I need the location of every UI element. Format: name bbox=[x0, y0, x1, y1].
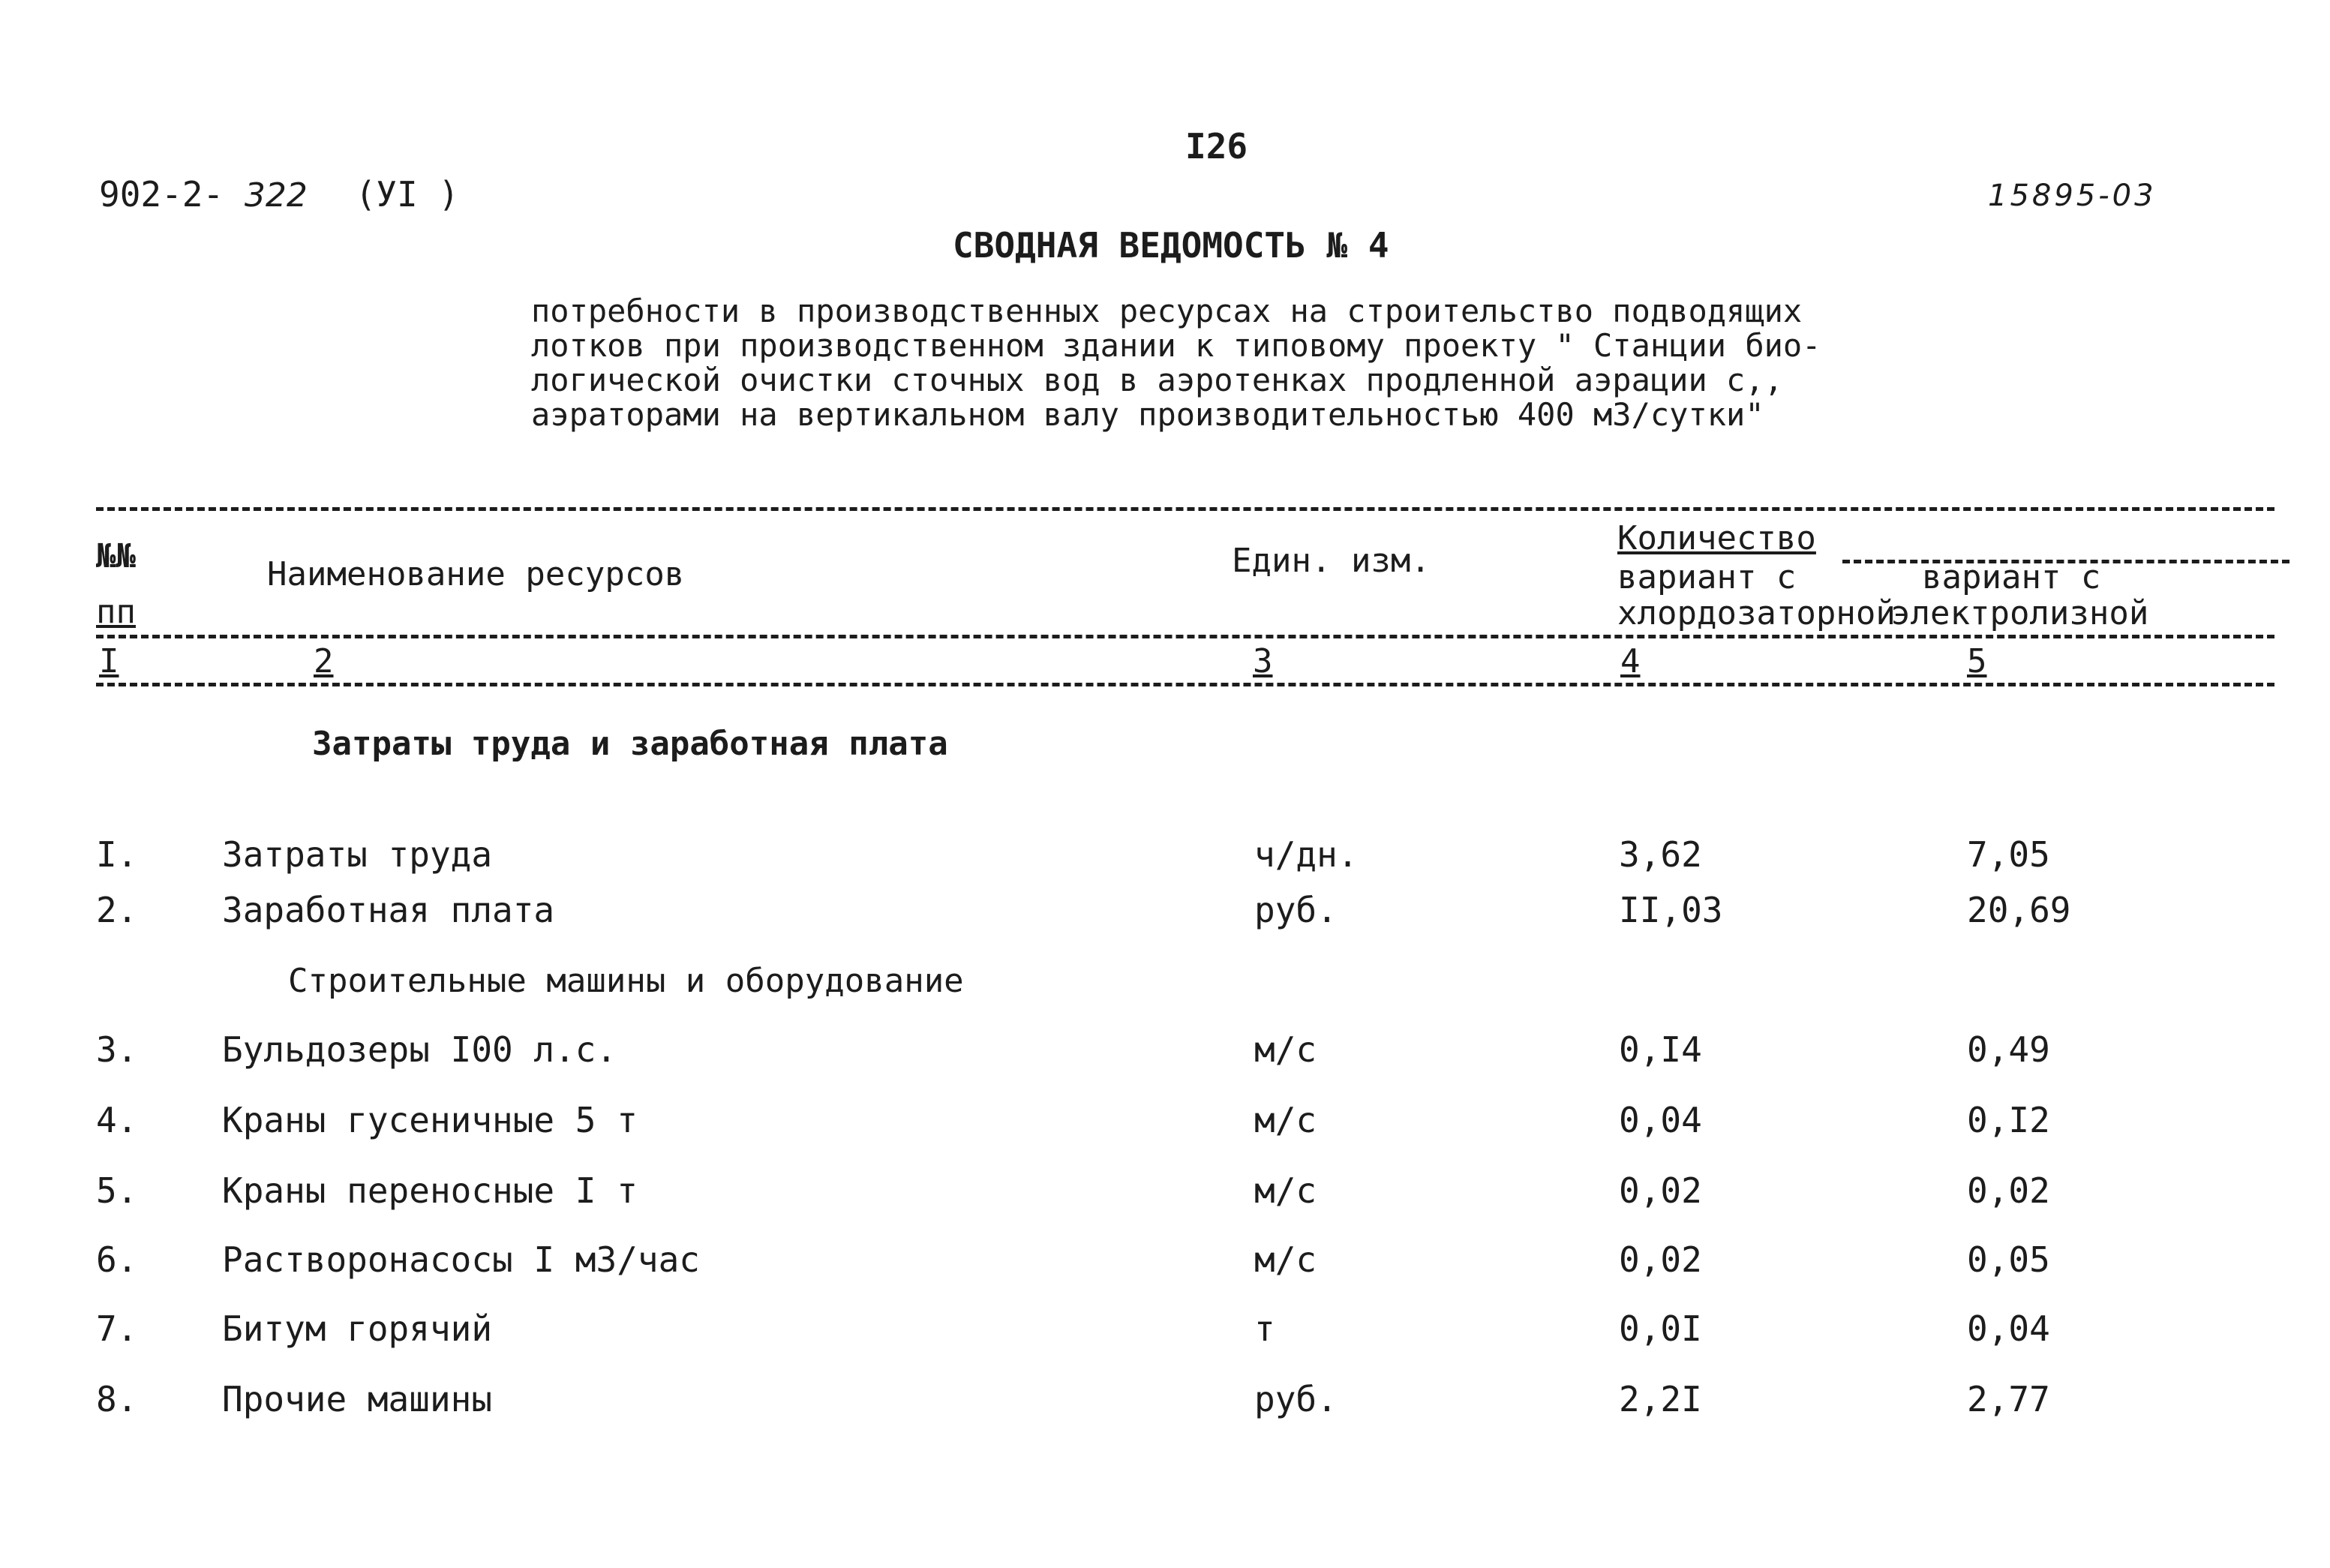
row-variant2-value: 0,I2 bbox=[1967, 1100, 2050, 1140]
row-number: 2. bbox=[96, 890, 138, 930]
row-variant1-value: 0,0I bbox=[1619, 1308, 1702, 1349]
row-name: Заработная плата bbox=[222, 890, 555, 930]
row-variant1-value: 2,2I bbox=[1619, 1379, 1702, 1419]
table-row bbox=[0, 1029, 2330, 1074]
document-code-prefix: 902-2- bbox=[99, 174, 224, 215]
table-row bbox=[0, 890, 2330, 935]
row-unit: м/с bbox=[1254, 1100, 1317, 1140]
document-code bbox=[99, 174, 459, 215]
row-number: I. bbox=[96, 834, 138, 875]
row-number: 8. bbox=[96, 1379, 138, 1419]
document-code-handwritten: 322 bbox=[244, 176, 308, 215]
row-unit: м/с bbox=[1254, 1170, 1317, 1211]
row-number: 5. bbox=[96, 1170, 138, 1211]
header-variant1-line1: вариант с bbox=[1617, 558, 1797, 596]
row-variant2-value: 20,69 bbox=[1967, 890, 2071, 930]
header-num-line2: пп bbox=[96, 593, 136, 631]
row-variant1-value: 0,I4 bbox=[1619, 1029, 1702, 1070]
header-num-line1: №№ bbox=[96, 537, 136, 575]
row-variant2-value: 7,05 bbox=[1967, 834, 2050, 875]
header-variant2-line2: электролизной bbox=[1890, 594, 2149, 632]
column-number-3: 3 bbox=[1253, 642, 1273, 680]
row-variant1-value: 0,04 bbox=[1619, 1100, 1702, 1140]
header-variant1-line2: хлордозаторной bbox=[1617, 594, 1896, 632]
row-variant1-value: 3,62 bbox=[1619, 834, 1702, 875]
row-unit: руб. bbox=[1254, 890, 1338, 930]
row-name: Затраты труда bbox=[222, 834, 493, 875]
subtitle-line: логической очистки сточных вод в аэротенках продленной аэрации с,, bbox=[531, 362, 1783, 398]
row-number: 6. bbox=[96, 1239, 138, 1280]
row-variant2-value: 2,77 bbox=[1967, 1379, 2050, 1419]
row-variant1-value: 0,02 bbox=[1619, 1170, 1702, 1211]
row-unit: м/с bbox=[1254, 1029, 1317, 1070]
row-name: Растворонасосы I м3/час bbox=[222, 1239, 700, 1280]
section-title-labor: Затраты труда и заработная плата bbox=[312, 725, 948, 763]
subtitle-line: аэраторами на вертикальном валу производительностью 400 м3/сутки" bbox=[531, 396, 1764, 433]
row-name: Битум горячий bbox=[222, 1308, 493, 1349]
section-title-machines: Строительные машины и оборудование bbox=[288, 962, 964, 1000]
row-number: 7. bbox=[96, 1308, 138, 1349]
row-name: Краны гусеничные 5 т bbox=[222, 1100, 638, 1140]
row-name: Прочие машины bbox=[222, 1379, 493, 1419]
row-unit: руб. bbox=[1254, 1379, 1338, 1419]
table-row bbox=[0, 834, 2330, 879]
row-number: 4. bbox=[96, 1100, 138, 1140]
table-top-rule bbox=[96, 507, 2274, 511]
row-name: Краны переносные I т bbox=[222, 1170, 638, 1211]
header-name: Наименование ресурсов bbox=[267, 555, 685, 593]
column-number-5: 5 bbox=[1967, 642, 1987, 680]
page-number: I26 bbox=[1185, 126, 1248, 167]
header-variant2-line1: вариант с bbox=[1922, 558, 2101, 596]
table-row bbox=[0, 1239, 2330, 1284]
handwritten-stamp-number: 15895-03 bbox=[1988, 179, 2157, 213]
header-bottom-rule bbox=[96, 635, 2274, 638]
table-row bbox=[0, 1308, 2330, 1353]
header-unit: Един. изм. bbox=[1232, 542, 1431, 580]
subtitle-line: потребности в производственных ресурсах на строительство подводящих bbox=[531, 293, 1803, 329]
row-number: 3. bbox=[96, 1029, 138, 1070]
table-row bbox=[0, 1100, 2330, 1145]
subtitle-line: лотков при производственном здании к типовому проекту " Станции био- bbox=[531, 327, 1821, 364]
column-number-2: 2 bbox=[314, 642, 334, 680]
row-variant1-value: II,03 bbox=[1619, 890, 1723, 930]
row-variant2-value: 0,02 bbox=[1967, 1170, 2050, 1211]
row-variant2-value: 0,05 bbox=[1967, 1239, 2050, 1280]
row-unit: ч/дн. bbox=[1254, 834, 1359, 875]
table-row bbox=[0, 1170, 2330, 1215]
row-unit: м/с bbox=[1254, 1239, 1317, 1280]
row-variant1-value: 0,02 bbox=[1619, 1239, 1702, 1280]
column-number-1: I bbox=[99, 642, 119, 680]
table-row bbox=[0, 1379, 2330, 1424]
row-name: Бульдозеры I00 л.с. bbox=[222, 1029, 617, 1070]
column-number-4: 4 bbox=[1620, 642, 1641, 680]
document-code-suffix: (УI ) bbox=[355, 174, 460, 215]
header-quantity: Количество bbox=[1617, 519, 1816, 557]
row-variant2-value: 0,49 bbox=[1967, 1029, 2050, 1070]
column-numbers-rule bbox=[96, 683, 2274, 686]
row-variant2-value: 0,04 bbox=[1967, 1308, 2050, 1349]
row-unit: т bbox=[1254, 1308, 1275, 1349]
document-title: СВОДНАЯ ВЕДОМОСТЬ № 4 bbox=[953, 225, 1389, 266]
document-subtitle bbox=[531, 294, 1821, 432]
